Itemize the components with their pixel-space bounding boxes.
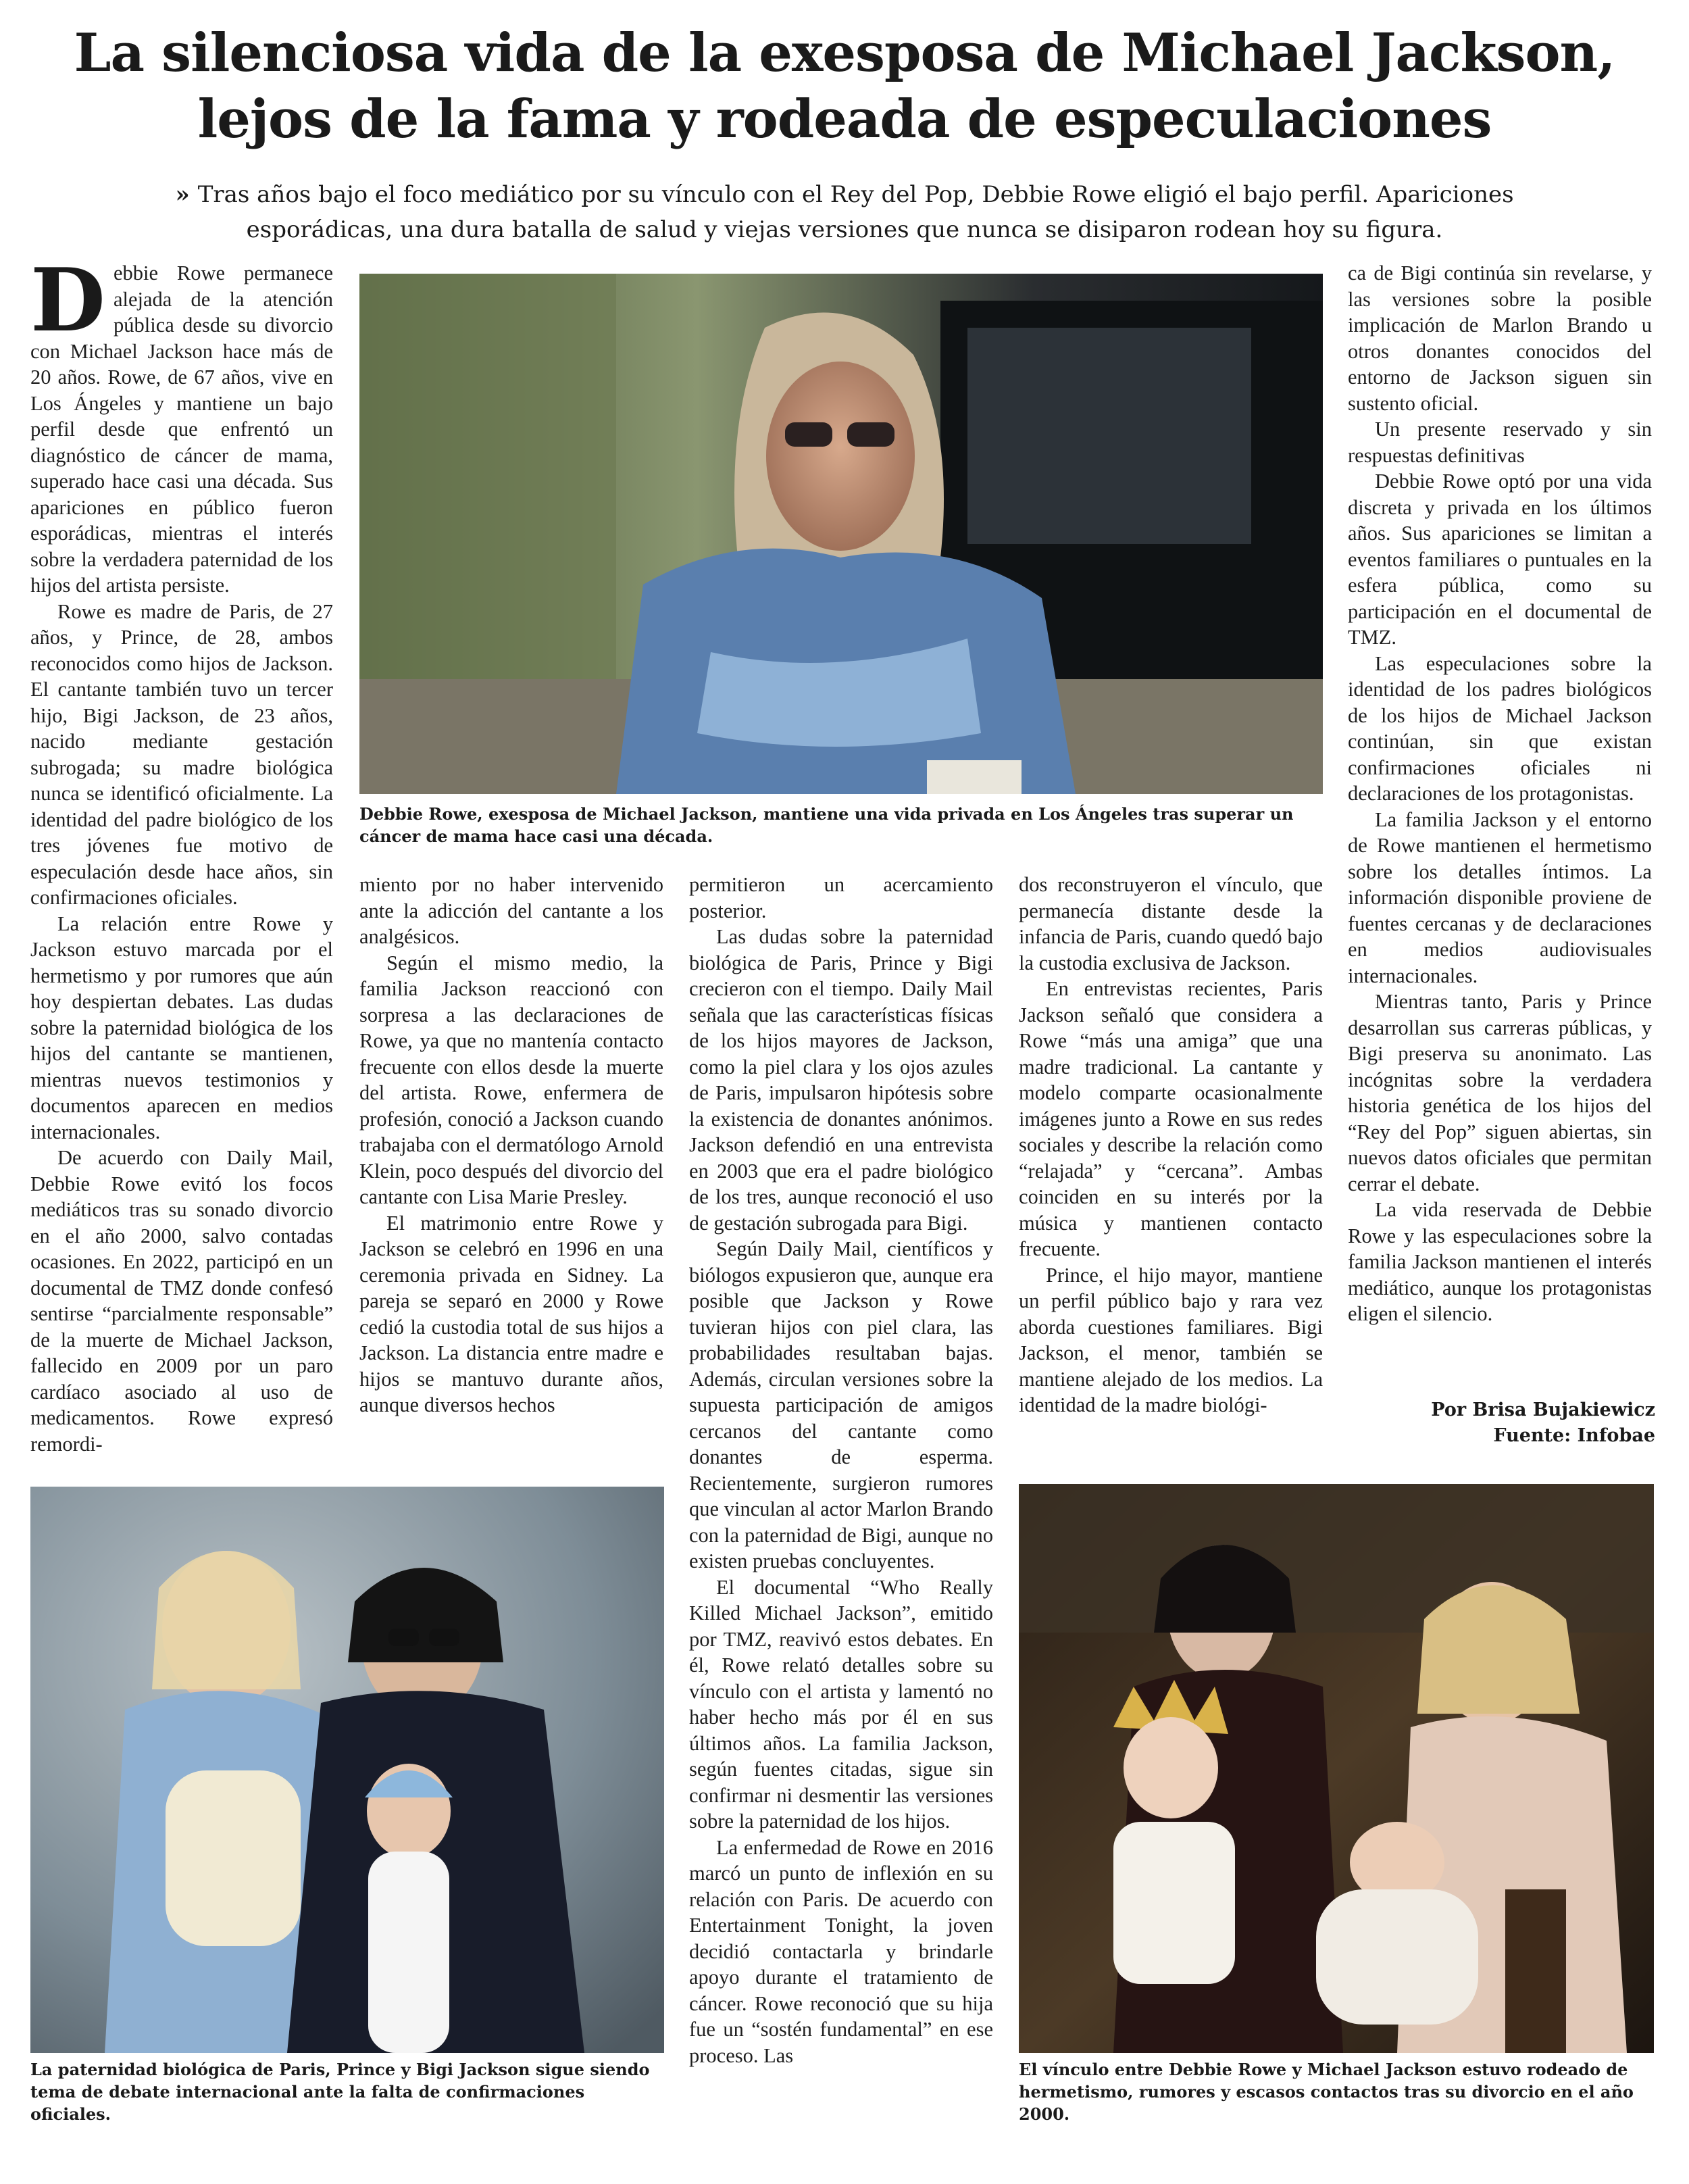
photo-caption-bottom-left: La paternidad biológica de Paris, Prince y Bigi Jackson sigue siendo tema de debate internacional ante la falta de confirmaciones oficiales.	[30, 2060, 650, 2124]
article-paragraph: El documental “Who Really Killed Michael Jackson”, emitido por TMZ, reavivó estos debates. En él, Rowe relató detalles sobre su vínculo con el artista y lamentó no haber hecho más por él en sus últimos años. La familia Jackson, según fuentes citadas, sigue sin confirmar ni desmentir las versiones sobre la paternidad de los hijos.	[689, 1575, 993, 1833]
article-column-5	[1348, 260, 1652, 1327]
article-paragraph: Las especulaciones sobre la identidad de los padres biológicos de los hijos de Michael Jackson continúan, sin que existan confirmaciones oficiales ni declaraciones de los protagonistas.	[1348, 651, 1652, 805]
photo-family-with-crown	[1019, 1484, 1654, 2053]
subheading-text: Tras años bajo el foco mediático por su vínculo con el Rey del Pop, Debbie Rowe eligió el bajo perfil. Apariciones esporádicas, una dura batalla de salud y viejas versiones que nunca se disiparon rodean hoy su figura.	[197, 181, 1514, 243]
photo-caption-bottom-right: El vínculo entre Debbie Rowe y Michael Jackson estuvo rodeado de hermetismo, rumores y escasos contactos tras su divorcio en el año 2000.	[1019, 2060, 1634, 2124]
article-column-2	[359, 872, 663, 1418]
photo-debbie-rowe	[359, 274, 1323, 794]
article-paragraph: En entrevistas recientes, Paris Jackson señaló que considera a Rowe “más una amiga” que una madre tradicional. La cantante y modelo comparte ocasionalmente imágenes junto a Rowe en sus redes sociales y describe la relación como “relajada” y “cercana”. Ambas coinciden en su interés por la música y mantienen contacto frecuente.	[1019, 977, 1323, 1260]
article-paragraph: La relación entre Rowe y Jackson estuvo marcada por el hermetismo y por rumores que aún hoy despiertan debates. Las dudas sobre la paternidad biológica de los hijos del cantante se mantienen, mientras nuevos testimonios y documentos aparecen en medios internacionales.	[30, 912, 333, 1143]
article-paragraph: Prince, el hijo mayor, mantiene un perfil público bajo y rara vez aborda cuestiones familiares. Bigi Jackson, el menor, también se mantiene alejado de los medios. La identidad de la madre biológi-	[1019, 1263, 1323, 1416]
double-chevron-icon: »	[175, 181, 190, 208]
article-paragraph: La familia Jackson y el entorno de Rowe mantienen el hermetismo sobre los detalles íntimos. La información disponible proviene de fuentes cercanas y de declaraciones en medios audiovisuales internacionales.	[1348, 808, 1652, 987]
article-paragraph: Mientras tanto, Paris y Prince desarrollan sus carreras públicas, y Bigi preserva su anonimato. Las incógnitas sobre la verdadera historia genética de los hijos del “Rey del Pop” siguen abiertas, sin nuevos datos oficiales que permitan cerrar el debate.	[1348, 990, 1652, 1195]
article-paragraph: Según el mismo medio, la familia Jackson reaccionó con sorpresa a las declaraciones de Rowe, ya que no mantenía contacto frecuente con ellos desde la muerte del artista. Rowe, enfermera de profesión, conoció a Jackson cuando trabajaba con el dermatólogo Arnold Klein, poco después del divorcio del cantante con Lisa Marie Presley.	[359, 951, 663, 1208]
byline-author: Por Brisa Bujakiewicz	[1431, 1399, 1655, 1420]
article-paragraph: El matrimonio entre Rowe y Jackson se celebró en 1996 en una ceremonia privada en Sidney. La pareja se separó en 2000 y Rowe cedió la custodia total de sus hijos a Jackson. La distancia entre madre e hijos se mantuvo durante años, aunque diversos hechos	[359, 1211, 663, 1416]
photo-family-portrait	[30, 1487, 664, 2053]
article-paragraph: Según Daily Mail, científicos y biólogos expusieron que, aunque era posible que Jackson y Rowe tuvieran hijos con piel clara, las probabilidades resultaban bajas. Además, circulan versiones sobre la supuesta participación de amigos cercanos del cantante como donantes de esperma. Recientemente, surgieron rumores que vinculan al actor Marlon Brando con la paternidad de Bigi, aunque no existen pruebas concluyentes.	[689, 1237, 993, 1572]
article-paragraph: Las dudas sobre la paternidad biológica de Paris, Prince y Bigi crecieron con el tiempo. Daily Mail señala que las características físicas de los hijos mayores de Jackson, como la piel clara y los ojos azules de Paris, impulsaron hipótesis sobre la existencia de donantes anónimos. Jackson defendió en una entrevista en 2003 que era el padre biológico de los tres, aunque reconoció el uso de gestación subrogada para Bigi.	[689, 925, 993, 1235]
article-paragraph: Debbie Rowe permanece alejada de la atención pública desde su divorcio con Michael Jackson hace más de 20 años. Rowe, de 67 años, vive en Los Ángeles y mantiene un bajo perfil desde que enfrentó un diagnóstico de cáncer de mama, superado hace casi una década. Sus apariciones en público fueron esporádicas, mientras el interés sobre la verdadera paternidad de los hijos del artista persiste.	[30, 250, 333, 597]
article-paragraph: Rowe es madre de Paris, de 27 años, y Prince, de 28, ambos reconocidos como hijos de Jackson. El cantante también tuvo un tercer hijo, Bigi Jackson, de 23 años, nacido mediante gestación subrogada; su madre biológica nunca se identificó oficialmente. La identidad del padre biológico de los tres jóvenes fue motivo de especulación desde hace años, sin confirmaciones oficiales.	[30, 599, 333, 909]
byline-source: Fuente: Infobae	[1493, 1425, 1655, 1446]
article-paragraph: Debbie Rowe optó por una vida discreta y privada en los últimos años. Sus apariciones se limitan a eventos familiares o puntuales en la esfera pública, como su participación en el documental de TMZ.	[1348, 470, 1652, 649]
article-column-3	[689, 872, 993, 2068]
article-paragraph: De acuerdo con Daily Mail, Debbie Rowe evitó los focos mediáticos tras su sonado divorcio en el año 2000, salvo contadas ocasiones. En 2022, participó en un documental de TMZ donde confesó sentirse “parcialmente responsable” de la muerte de Michael Jackson, fallecido en 2009 por un paro cardíaco asociado al uso de medicamentos. Rowe expresó remordi-	[30, 1146, 333, 1456]
drop-cap: D	[30, 250, 105, 351]
article-paragraph: permitieron un acercamiento posterior.	[689, 873, 993, 922]
article-paragraph: miento por no haber intervenido ante la adicción del cantante a los analgésicos.	[359, 873, 663, 948]
article-subheading: Un presente reservado y sin respuestas definitivas	[1348, 418, 1652, 467]
article-paragraph: La enfermedad de Rowe en 2016 marcó un punto de inflexión en su relación con Paris. De acuerdo con Entertainment Tonight, la joven decidió contactarla y brindarle apoyo durante el tratamiento de cáncer. Rowe reconoció que su hija fue un “sostén fundamental” en ese proceso. Las	[689, 1835, 993, 2067]
byline	[1344, 1397, 1655, 1449]
article-paragraph: ca de Bigi continúa sin revelarse, y las versiones sobre la posible implicación de Marlon Brando u otros donantes conocidos del entorno de Jackson siguen sin sustento oficial.	[1348, 262, 1652, 415]
subheading	[155, 177, 1534, 247]
article-paragraph: dos reconstruyeron el vínculo, que permanecía distante desde la infancia de Paris, cuando quedó bajo la custodia exclusiva de Jackson.	[1019, 873, 1323, 974]
article-column-4	[1019, 872, 1323, 1418]
article-column-1	[30, 250, 333, 1457]
photo-caption-top: Debbie Rowe, exesposa de Michael Jackson, mantiene una vida privada en Los Ángeles tras superar un cáncer de mama hace casi una década.	[359, 804, 1294, 846]
article-paragraph: La vida reservada de Debbie Rowe y las especulaciones sobre la familia Jackson mantienen el interés mediático, aunque los protagonistas eligen el silencio.	[1348, 1198, 1652, 1325]
headline: La silenciosa vida de la exesposa de Michael Jackson, lejos de la fama y rodeada de especulaciones	[74, 22, 1615, 150]
